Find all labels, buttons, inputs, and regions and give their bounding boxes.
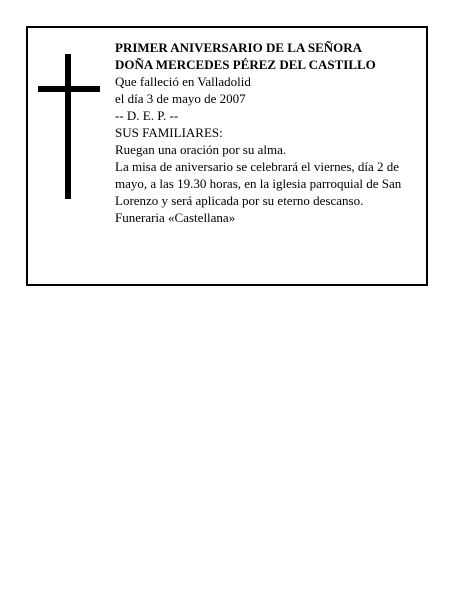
cross-vertical-bar (65, 54, 71, 199)
mass-announcement: La misa de aniversario se celebrará el viernes, día 2 de mayo, a las 19.30 horas, en la iglesia parroquial de San Lorenzo y será aplicada por su eterno descanso. (115, 159, 402, 208)
notice-text (115, 39, 421, 226)
notice-heading-line2: DOÑA MERCEDES PÉREZ DEL CASTILLO (115, 57, 376, 72)
obituary-notice (26, 26, 428, 286)
family-label: SUS FAMILIARES: (115, 125, 223, 140)
rest-in-peace: -- D. E. P. -- (115, 108, 179, 123)
death-date: el día 3 de mayo de 2007 (115, 91, 246, 106)
prayer-request: Ruegan una oración por su alma. (115, 142, 287, 157)
cross-horizontal-bar (38, 86, 100, 92)
funeral-home: Funeraria «Castellana» (115, 210, 236, 225)
notice-heading-line1: PRIMER ANIVERSARIO DE LA SEÑORA (115, 40, 363, 55)
cross-icon (38, 54, 100, 199)
death-place: Que falleció en Valladolid (115, 74, 251, 89)
